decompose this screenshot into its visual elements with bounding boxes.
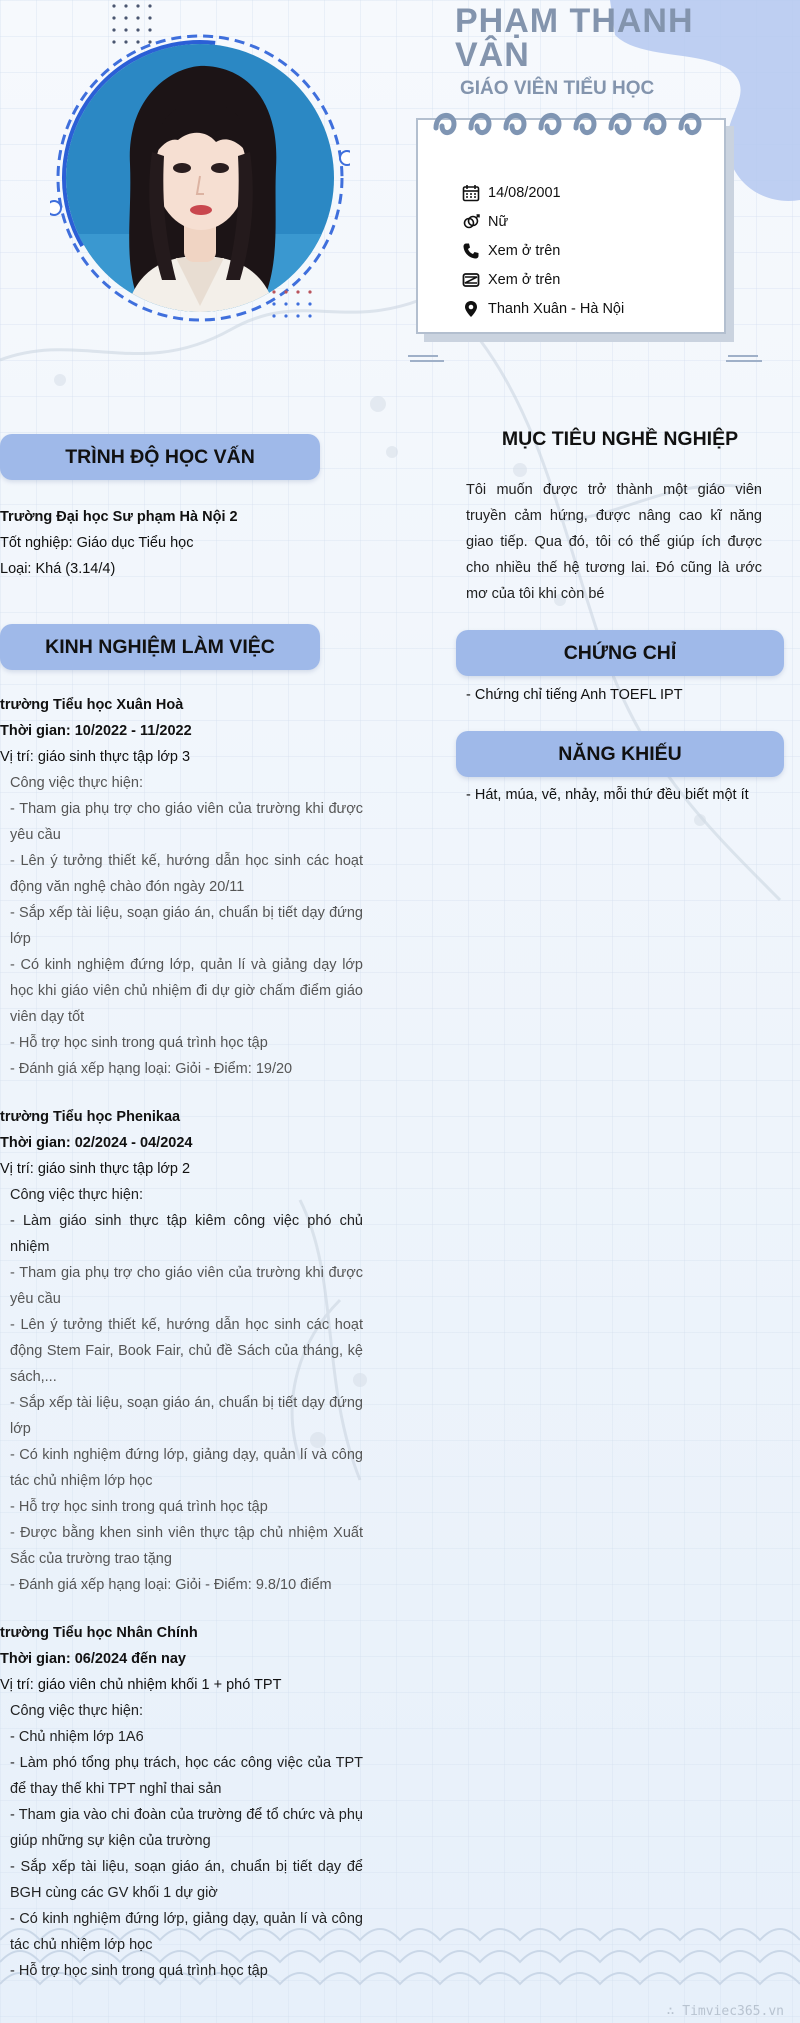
- info-phone-text: Xem ở trên: [488, 242, 561, 259]
- job-company: trường Tiểu học Xuân Hoà: [0, 697, 184, 713]
- education-section: [0, 504, 340, 582]
- dot-pattern-bottom: [268, 288, 328, 332]
- talents-heading: NĂNG KHIẾU: [456, 731, 784, 777]
- job-2: [0, 1104, 363, 1598]
- info-gender-text: Nữ: [488, 213, 509, 230]
- info-phone: [462, 236, 624, 265]
- job-duty: - Tham gia phụ trợ cho giáo viên của trường khi được yêu cầu: [10, 801, 363, 843]
- info-location-text: Thanh Xuân - Hà Nội: [488, 300, 625, 317]
- job-duty: - Sắp xếp tài liệu, soạn giáo án, chuẩn bị tiết dạy đứng lớp: [10, 905, 363, 947]
- job-period: Thời gian: 02/2024 - 04/2024: [0, 1135, 193, 1151]
- job-1: [0, 692, 363, 1082]
- job-duty: - Lên ý tưởng thiết kế, hướng dẫn học sinh các hoạt động văn nghệ chào đón ngày 20/11: [10, 853, 363, 895]
- job-position: Vị trí: giáo viên chủ nhiệm khối 1 + phó TPT: [0, 1677, 282, 1693]
- certificates-list: [466, 682, 776, 708]
- gender-icon: [462, 213, 480, 231]
- site-watermark: ∴ Timviec365.vn: [666, 2004, 784, 2019]
- job-company: trường Tiểu học Nhân Chính: [0, 1625, 198, 1641]
- personal-info-list: [462, 178, 624, 323]
- job-duty: - Đánh giá xếp hạng loại: Giỏi - Điểm: 9.8/10 điểm: [10, 1577, 332, 1593]
- job-duty: - Được bằng khen sinh viên thực tập chủ nhiệm Xuất Sắc của trường trao tặng: [10, 1525, 363, 1567]
- spiral-binding-decoration: [432, 104, 712, 144]
- job-duty: - Làm phó tổng phụ trách, học các công việc của TPT để thay thế khi TPT nghỉ thai sản: [10, 1755, 363, 1797]
- dot-pattern-top: [108, 2, 168, 46]
- info-email-text: Xem ở trên: [488, 271, 561, 288]
- info-email: [462, 265, 624, 294]
- location-icon: [462, 300, 480, 318]
- education-school: Trường Đại học Sư phạm Hà Nội 2: [0, 509, 238, 525]
- job-duty: - Tham gia phụ trợ cho giáo viên của trường khi được yêu cầu: [10, 1265, 363, 1307]
- job-company: trường Tiểu học Phenikaa: [0, 1109, 181, 1125]
- candidate-role: GIÁO VIÊN TIỂU HỌC: [460, 78, 655, 99]
- personal-info-card: [416, 118, 726, 334]
- job-duty: - Hỗ trợ học sinh trong quá trình học tập: [10, 1963, 268, 1979]
- objective-heading: MỤC TIÊU NGHỀ NGHIỆP: [501, 428, 739, 450]
- education-grade: Loại: Khá (3.14/4): [0, 561, 116, 577]
- education-major: Tốt nghiệp: Giáo dục Tiểu học: [0, 535, 194, 551]
- job-position: Vị trí: giáo sinh thực tập lớp 3: [0, 749, 191, 765]
- profile-photo: [66, 44, 334, 312]
- job-period: Thời gian: 10/2022 - 11/2022: [0, 723, 192, 739]
- calendar-icon: [462, 184, 480, 202]
- job-duty: - Làm giáo sinh thực tập kiêm công việc phó chủ nhiệm: [10, 1213, 363, 1255]
- job-duties-label: Công việc thực hiện:: [10, 1187, 144, 1203]
- job-position: Vị trí: giáo sinh thực tập lớp 2: [0, 1161, 191, 1177]
- info-birthdate-text: 14/08/2001: [488, 184, 561, 201]
- info-birthdate: [462, 178, 624, 207]
- talent-item: - Hát, múa, vẽ, nhảy, mỗi thứ đều biết một ít: [466, 787, 749, 803]
- certificate-item: - Chứng chỉ tiếng Anh TOEFL IPT: [466, 687, 683, 703]
- job-duty: - Sắp xếp tài liệu, soạn giáo án, chuẩn bị tiết dạy đứng lớp: [10, 1395, 363, 1437]
- job-duty: - Hỗ trợ học sinh trong quá trình học tập: [10, 1499, 268, 1515]
- job-duty: - Chủ nhiệm lớp 1A6: [10, 1729, 144, 1745]
- experience-heading: KINH NGHIỆM LÀM VIỆC: [0, 624, 320, 670]
- job-duty: - Sắp xếp tài liệu, soạn giáo án, chuẩn bị tiết dạy để BGH cùng các GV khối 1 dự giờ: [10, 1859, 363, 1901]
- job-duty: - Hỗ trợ học sinh trong quá trình học tập: [10, 1035, 268, 1051]
- phone-icon: [462, 242, 480, 260]
- job-3: [0, 1620, 363, 1984]
- job-period: Thời gian: 06/2024 đến nay: [0, 1651, 186, 1667]
- job-duties-label: Công việc thực hiện:: [10, 1703, 144, 1719]
- job-duty: - Có kinh nghiệm đứng lớp, quản lí và giảng dạy lớp học khi giáo viên chủ nhiệm đi dự giờ chấm điểm giáo viên dạy tốt: [10, 957, 363, 1025]
- job-duty: - Đánh giá xếp hạng loại: Giỏi - Điểm: 19/20: [10, 1061, 293, 1077]
- certificates-heading: CHỨNG CHỈ: [456, 630, 784, 676]
- education-heading: TRÌNH ĐỘ HỌC VẤN: [0, 434, 320, 480]
- info-gender: [462, 207, 624, 236]
- job-duties-label: Công việc thực hiện:: [10, 775, 144, 791]
- job-duty: - Tham gia vào chi đoàn của trường để tổ chức và phụ giúp những sự kiện của trường: [10, 1807, 363, 1849]
- candidate-name: PHẠM THANH VÂN: [455, 2, 694, 74]
- job-duty: - Có kinh nghiệm đứng lớp, giảng dạy, quản lí và công tác chủ nhiệm lớp học: [10, 1447, 363, 1489]
- job-duty: - Có kinh nghiệm đứng lớp, giảng dạy, quản lí và công tác chủ nhiệm lớp học: [10, 1911, 363, 1953]
- talents-list: [466, 782, 786, 808]
- objective-text: Tôi muốn được trở thành một giáo viên truyền cảm hứng, được nâng cao kĩ năng giao tiếp. Qua đó, tôi có thể giúp ích được cho nhiều thế hệ tương lai. Đó cũng là ước mơ của tôi khi còn bé: [466, 482, 762, 602]
- job-duty: - Lên ý tưởng thiết kế, hướng dẫn học sinh các hoạt động Stem Fair, Book Fair, chủ đề Sách của tháng, kệ sách,...: [10, 1317, 363, 1385]
- info-location: [462, 294, 624, 323]
- email-icon: [462, 271, 480, 289]
